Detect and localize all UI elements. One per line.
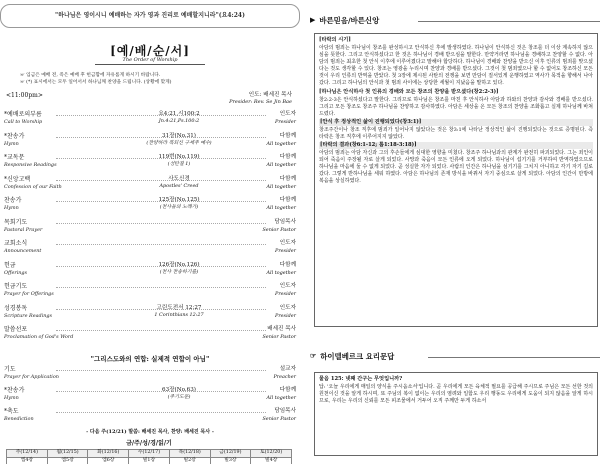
item-name: 헌금	[4, 261, 16, 269]
box-subheading: [하나님은 안식하사 첫 인류의 경배와 모든 창조의 찬양을 받으셨다(창2:2-3)]	[319, 88, 499, 95]
item-detail-sub: (천사들의 노래가)	[159, 204, 199, 210]
item-english: Responsive Readings	[4, 162, 57, 168]
box-heading: [타락의 시기]	[319, 37, 351, 43]
section-title: 하이델베르크 요리문답	[320, 352, 395, 361]
next-week-note: - 다음 주(12/21) 말씀: 배세진 목사, 찬양: 배세진 목사 -	[86, 429, 214, 435]
title-divider	[95, 64, 205, 65]
triangle-icon: ▶	[310, 15, 316, 25]
section-rule	[418, 21, 600, 22]
order-item	[4, 305, 296, 325]
item-english: Scripture Readings	[4, 312, 53, 319]
item-leader: 담임목사	[274, 218, 296, 225]
item-english: Confession of our Faith	[4, 183, 62, 190]
item-detail: 고린도전서 12:27	[156, 304, 202, 311]
order-item	[4, 262, 296, 282]
item-detail: 126장(No.126)	[158, 261, 200, 268]
bible-reading-table	[6, 439, 292, 464]
item-leader-english: Presider	[275, 291, 296, 297]
item-name: 헌금기도	[4, 283, 28, 290]
order-item	[4, 408, 296, 428]
presider-en: Presider: Rev. Se Jin Bae	[229, 99, 292, 105]
reading-chapter: 빌1장	[129, 457, 170, 464]
item-leader-english: Presider	[275, 312, 296, 319]
item-leader: 인도자	[279, 283, 296, 289]
top-verse-banner: "하나님은 영이시니 예배하는 자가 영과 진리로 예배할지니라"(요4:24)	[0, 4, 300, 28]
reading-day: 금(12/19)	[210, 449, 251, 457]
notice-line: ☞ (*) 표시에서는 모두 일어서서 하나님께 찬양을 드립니다. (상황에 맞게)	[20, 80, 172, 85]
order-item	[4, 283, 296, 303]
reading-chapter: 빌4장	[251, 457, 292, 464]
item-english: Proclamation of God's Word	[4, 334, 74, 340]
catechism-box	[314, 372, 598, 456]
order-item	[4, 240, 296, 260]
item-name: *예배로의부름	[4, 111, 42, 118]
item-name: 말씀선포	[4, 326, 28, 333]
item-english: Hymn	[4, 205, 19, 211]
section-rule	[428, 357, 600, 358]
item-leader-english: All together	[266, 205, 296, 211]
item-english: Hymn	[4, 395, 19, 401]
presider-ko: 인도: 배세진 목사	[248, 92, 292, 98]
item-name: *찬송가	[4, 132, 25, 140]
page-subtitle: The Order of Worship	[122, 57, 178, 63]
item-leader: 인도자	[279, 111, 296, 117]
item-leader: 설교자	[279, 366, 296, 372]
page-title: [예/배/순/서]	[110, 44, 190, 58]
item-name: 목회기도	[4, 218, 28, 226]
item-detail-sub: Jn.4:21,Ps.100:2	[158, 118, 200, 124]
item-english: Prayer for Offerings	[4, 291, 54, 297]
item-leader: 인도자	[279, 240, 296, 246]
order-item	[4, 154, 296, 174]
item-leader-english: All together	[266, 140, 296, 147]
item-name: 찬송가	[4, 197, 22, 204]
item-english: Benediction	[4, 416, 34, 422]
item-detail: 119번(No.119)	[158, 154, 200, 160]
item-leader-english: Presider	[275, 119, 296, 125]
order-item	[4, 326, 296, 346]
order-item	[4, 133, 296, 153]
item-leader-english: Senior Pastor	[262, 416, 296, 422]
item-leader-english: All together	[266, 183, 296, 190]
item-detail: 요4:21,시100:2	[158, 111, 200, 117]
item-leader: 다함께	[279, 197, 296, 203]
item-detail: 63장(No.63)	[162, 387, 196, 393]
item-leader-english: Senior Pastor	[262, 334, 296, 340]
leader-dots	[56, 223, 266, 224]
reading-chapter: 빌2장	[169, 457, 210, 464]
reading-day: 수(12/17)	[129, 449, 170, 457]
reading-day: 주(12/14)	[7, 449, 48, 457]
item-name: *찬송가	[4, 387, 25, 394]
leader-dots	[56, 330, 266, 331]
item-leader-english: Preacher	[273, 374, 296, 380]
item-english: Prayer for Application	[4, 374, 59, 380]
section-header	[310, 16, 379, 25]
box-subheading: [안식 후 정상적인 삶이 진행되었다(창3:1)]	[319, 119, 593, 126]
item-english: Pastoral Prayer	[4, 226, 43, 233]
item-detail-sub: (주기도문)	[167, 394, 191, 400]
box-heading: 물음 125: 넷째 간구는 무엇입니까?	[319, 376, 403, 382]
reading-chapter: 엡5장	[47, 457, 88, 464]
item-name: 성경봉독	[4, 304, 28, 312]
item-detail: 31장(No.31)	[162, 132, 196, 139]
item-name: *교독문	[4, 154, 25, 161]
item-leader-english: Senior Pastor	[262, 226, 296, 233]
order-item	[4, 111, 296, 131]
notice-line: ☞ 입금은 예배 전, 즉은 예배 후 헌금함에 자유롭게 하시기 바랍니다.	[20, 73, 161, 78]
leader-dots	[56, 370, 266, 371]
bible-reading-caption: 금/주/성/경/읽/기	[126, 440, 172, 447]
sermon-title: "그리스도와의 연합: 실제적 연합이 아님"	[90, 355, 210, 363]
item-name: *축도	[4, 408, 19, 415]
item-english: Hymn	[4, 140, 19, 147]
item-detail-sub: (찬양하라 복되신 구세주 예수)	[146, 139, 212, 146]
leader-dots	[56, 244, 266, 245]
item-leader: 인도자	[279, 304, 296, 311]
item-english: Offerings	[4, 269, 28, 276]
order-item	[4, 366, 296, 386]
reading-chapter: 빌3장	[210, 457, 251, 464]
item-leader-english: Presider	[275, 248, 296, 254]
item-leader: 다함께	[279, 261, 296, 268]
item-leader: 다함께	[279, 132, 296, 139]
item-english: Call to Worship	[4, 119, 43, 125]
order-item	[4, 219, 296, 239]
item-detail-sub: (천사 찬송하기를)	[159, 268, 199, 275]
item-detail-sub: (성탄절 1)	[167, 161, 191, 167]
item-detail: 사도신경	[168, 175, 190, 182]
order-item	[4, 387, 296, 407]
item-leader: 다함께	[279, 387, 296, 393]
leader-dots	[56, 412, 266, 413]
section-title: 바른믿음/바른신앙	[319, 16, 380, 25]
item-leader: 배세진 목사	[267, 326, 296, 332]
reading-day: 화(12/16)	[88, 449, 129, 457]
box-subheading: [타락의 결과(창6:1-12; 롬1:18-3:18)]	[319, 142, 593, 149]
item-name: *신앙고백	[4, 175, 31, 183]
item-leader: 담임목사	[274, 408, 296, 414]
item-detail-sub: 1 Corinthians 12:27	[154, 311, 204, 318]
reading-chapter: 엡6장	[88, 457, 129, 464]
reading-day: 목(12/18)	[169, 449, 210, 457]
item-leader: 다함께	[279, 154, 296, 160]
order-item	[4, 197, 296, 217]
reading-day: 월(12/15)	[47, 449, 88, 457]
box-paragraph: 아담의 범죄는 하나님이 창조를 완성하시고 안식하신 후에 발생하였다. 하나님이 안식하신 것은 창조를 더 이상 계속하지 않으심을 뜻한다. 그리고 안식하셨다고 한 것은 하나님이 경배 받으심을 말한다. 만약거라면 하나님을 경배하고 찬양할 수 없다. 아담의 범죄는 최초한 첫 안식 이후에 이루어졌다고 말해야 합당하다. 하나님이 경배와 찬양을 받으신 이후 인류의 범죄를 맞으셨다는 것도 생각할 수 있다. 창조는 영광을 누리시며 찬양과 경배를 받으셨다. 그것이 첫 범죄였으나 할 수 없어도 창조하신 모든 것이 우리 인류의 반역을 반았다. 첫 3장에 제시된 사탄의 전쟁을 보면 만담이 질서있게 운행하였고 역사가 목적을 향해서 나아갔다. 그리고 하나님의 안식과 첫 범죄 사이에는 상당한 세월이 지났음을 말하고 있다.	[319, 45, 593, 87]
hand-pointer-icon: ☞	[310, 351, 317, 361]
order-item	[4, 176, 296, 196]
reading-day: 토(12/20)	[251, 449, 292, 457]
box-paragraph: 아담의 범죄는 아담 자신과 그의 후손들에게 심대한 영향을 미쳤다. 창조주 하나님과의 관계가 완전히 파괴되었다. 그는 죄인이 되어 죽음이 주장될 자로 살게 되었다. 사망과 죽음이 모든 인류에 오게 되었다. 하나님이 섭기기를 거부하여 반역하였으므로 하나님을 마음에 둘 수 없게 되었다. 곧 성실한 자가 되었다. 사람의 인간은 하나님을 섬기기를 그치지 아니하고 각기 자기 길로 갔다. 그렇게 반하나님을 세워 하였다. 아담은 하나님의 존재 방식을 바꿔서 자기 중심으로 살게 되었다. 아담의 인간이 만방에 복음을 상실하였다.	[319, 150, 593, 185]
item-leader-english: All together	[266, 395, 296, 401]
item-leader: 다함께	[279, 175, 296, 182]
item-english: Announcement	[4, 248, 42, 254]
service-time: <11:00pm>	[6, 92, 43, 99]
item-detail-sub: Apostles' Creed	[159, 182, 199, 189]
leader-dots	[56, 287, 266, 288]
item-leader-english: All together	[266, 269, 296, 276]
box-paragraph: 창2:2-3은 안식하셨다고 말한다. 그리므로 하나님은 창조를 마친 후 안식하사 아담과 하와의 찬양과 감사와 경배를 받으셨다. 그리고 모든 창조도 창조주 하나님을 찬양하고 감사하였다. 아담은 세상을 온 모든 창조의 찬양을 조화롭고 실제 하나님께 바쳐드렸다.	[319, 96, 593, 117]
item-detail: 125장(No.125)	[158, 197, 200, 203]
bulletin-right-page	[308, 0, 600, 464]
item-name: 교회소식	[4, 240, 28, 247]
section-header	[310, 352, 394, 361]
item-leader-english: All together	[266, 162, 296, 168]
reading-chapter: 엡4장	[7, 457, 48, 464]
box-paragraph: 창조주간이나 창조 직후에 범죄가 일어나지 않았다는 것은 창3:1에 나타난 정상적인 삶이 진행되었다는 것으로 증명된다. 즉 타락은 창조 직후에 이루어지지 않았다.	[319, 126, 593, 140]
doctrine-box	[314, 33, 598, 327]
item-name: 기도	[4, 366, 16, 373]
box-paragraph: 답: '오늘 우리에게 매일의 양식을 주시옵소서'입니다. 곧 우리에게 모든 육체적 필요를 공급해 주시므로 주님은 모든 선한 것의 원천이신 것을 알게 하시며, 또 주님의 복이 없이는 우리의 염려와 일함도 우리 행동도 우리에게 도움이 되지 않음을 알게 하시므로, 우리는 우리의 신뢰를 모든 피조물에서 거두어 오직 주께만 두게 하소서	[319, 384, 593, 405]
